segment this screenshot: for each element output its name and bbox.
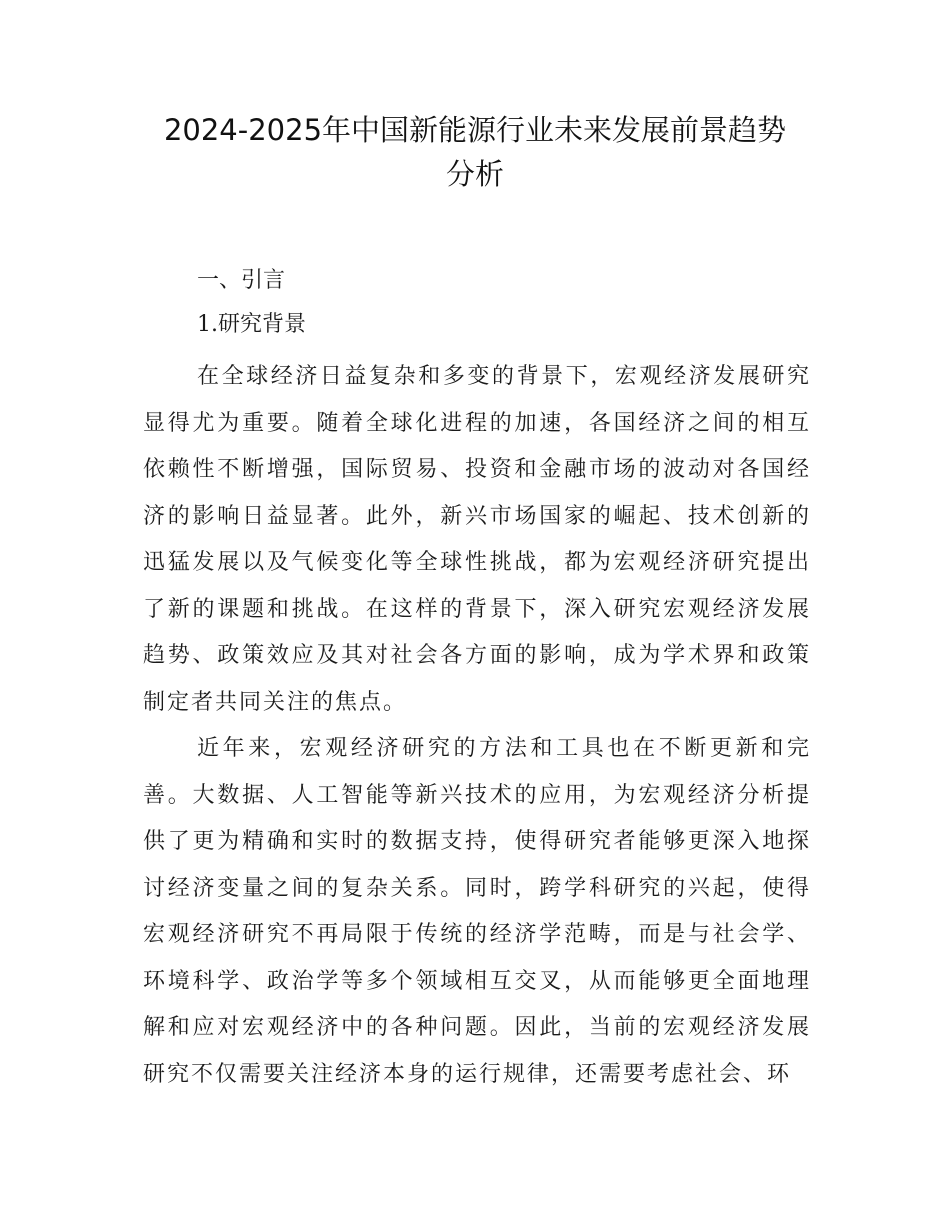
- title-line-2: 分析: [445, 157, 504, 191]
- title-line-1: 2024-2025年中国新能源行业未来发展前景趋势: [163, 113, 787, 147]
- subsection-heading: 1.研究背景: [197, 312, 306, 337]
- document-title: [130, 108, 820, 196]
- section-heading: 一、引言: [197, 268, 286, 293]
- document-body: [143, 266, 811, 1098]
- paragraph-2: 近年来，宏观经济研究的方法和工具也在不断更新和完善。大数据、人工智能等新兴技术的应用，为宏观经济分析提供了更为精确和实时的数据支持，使得研究者能够更深入地探讨经济变量之间的复杂关系。同时，跨学科研究的兴起，使得宏观经济研究不再局限于传统的经济学范畴，而是与社会学、环境科学、政治学等多个领域相互交叉，从而能够更全面地理解和应对宏观经济中的各种问题。因此，当前的宏观经济发展研究不仅需要关注经济本身的运行规律，还需要考虑社会、环: [143, 736, 811, 1087]
- paragraph-1: 在全球经济日益复杂和多变的背景下，宏观经济发展研究显得尤为重要。随着全球化进程的加速，各国经济之间的相互依赖性不断增强，国际贸易、投资和金融市场的波动对各国经济的影响日益显著。此外，新兴市场国家的崛起、技术创新的迅猛发展以及气候变化等全球性挑战，都为宏观经济研究提出了新的课题和挑战。在这样的背景下，深入研究宏观经济发展趋势、政策效应及其对社会各方面的影响，成为学术界和政策制定者共同关注的焦点。: [143, 364, 811, 715]
